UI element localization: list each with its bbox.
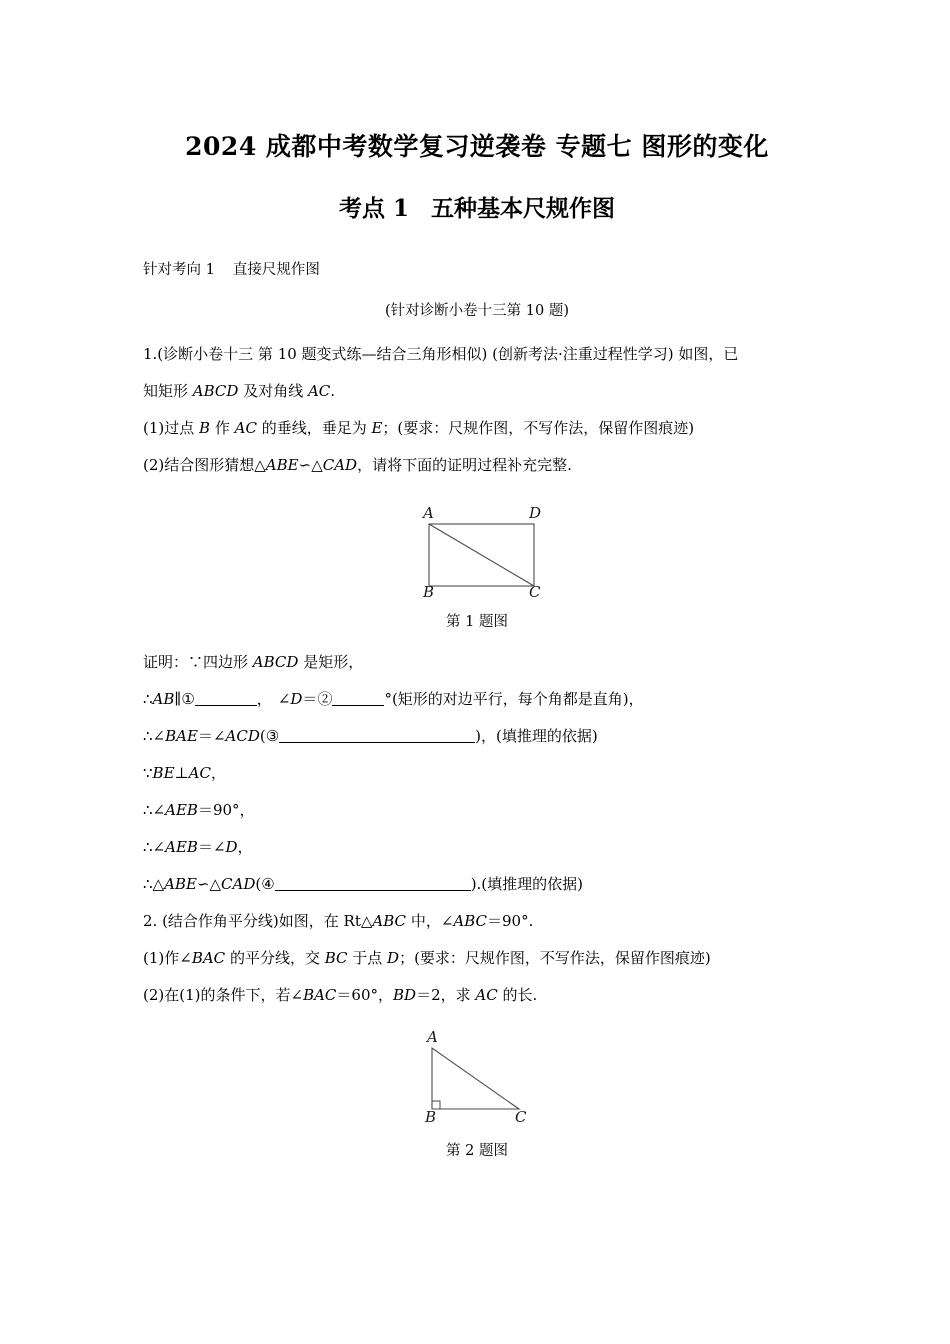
math-var: BC — [324, 949, 348, 968]
math-var: BAC — [191, 949, 226, 968]
equals-symbol: ＝∠ — [197, 727, 226, 746]
text-fragment: ， — [237, 838, 253, 857]
text-fragment: 2. (结合作角平分线)如图，在 Rt△ — [143, 912, 373, 931]
math-var: AC — [234, 418, 257, 437]
text-fragment: ＝2，求 — [416, 986, 476, 1005]
text-fragment: 是矩形， — [298, 653, 364, 672]
math-var: AC — [475, 986, 498, 1005]
figure-2 — [143, 1014, 811, 1160]
text-fragment: (2)结合图形猜想△ — [143, 455, 266, 474]
right-triangle-abc-diagram — [387, 1026, 567, 1131]
text-fragment: 的长. — [497, 986, 538, 1005]
vertex-label-a: A — [423, 503, 434, 522]
figure-2-caption: 第 2 题图 — [446, 1143, 508, 1160]
therefore-symbol: ∴∠ — [143, 801, 166, 820]
math-var: ABC — [372, 912, 407, 931]
figure-1 — [143, 484, 811, 631]
text-fragment: 于点 — [347, 949, 388, 968]
text-fragment: (1)过点 — [143, 418, 200, 437]
text-fragment: (矩形的对边平行，每个角都是直角)， — [391, 690, 644, 709]
blank-marker-1: ① — [181, 690, 195, 709]
text-fragment: ， — [256, 690, 272, 709]
rectangle-abcd-diagram — [387, 498, 567, 598]
vertex-label-b: B — [425, 1108, 437, 1127]
text-fragment: 的平分线，交 — [225, 949, 325, 968]
problem2-part2 — [143, 977, 811, 1014]
blank-marker-3: ③ — [265, 727, 280, 746]
text-fragment: 作 — [210, 418, 235, 437]
math-var: BE — [152, 764, 175, 783]
triangle-shape — [432, 1048, 519, 1109]
perpendicular-symbol: ⊥ — [174, 764, 189, 783]
text-fragment: 及对角线 — [238, 381, 308, 400]
math-var: BAE — [165, 727, 198, 746]
problem1-part2 — [143, 447, 811, 484]
math-var: ABCD — [252, 653, 299, 672]
text-fragment: 知矩形 — [143, 381, 193, 400]
answer-blank-4[interactable] — [275, 875, 471, 891]
subheading — [143, 224, 811, 280]
answer-blank-2[interactable] — [332, 690, 384, 706]
problem1-part1 — [143, 410, 811, 447]
figure-1-canvas — [143, 498, 811, 598]
text-fragment: ；(要求：尺规作图，不写作法，保留作图痕迹) — [382, 418, 695, 437]
document-content — [143, 0, 811, 1160]
math-var: ABC — [453, 912, 488, 931]
math-var: ABCD — [192, 381, 239, 400]
proof-line-5 — [143, 792, 811, 829]
similar-symbol: ∽ — [196, 875, 210, 894]
problem2-part1 — [143, 940, 811, 977]
figure-2-canvas — [143, 1026, 811, 1131]
proof-line-1 — [143, 631, 811, 681]
blank-marker-2: ② — [317, 690, 333, 709]
text-fragment: (1)作∠ — [143, 949, 192, 968]
angle-symbol: ∠ — [277, 690, 291, 709]
answer-blank-1[interactable] — [195, 690, 257, 706]
therefore-symbol: ∴∠ — [143, 838, 166, 857]
vertex-label-c: C — [529, 582, 541, 598]
math-var: ABE — [265, 455, 299, 474]
subheading-text: 直接尺规作图 — [232, 262, 320, 278]
math-var: D — [225, 838, 238, 857]
math-var: E — [371, 418, 383, 437]
vertex-label-b: B — [423, 582, 435, 598]
section-heading-number: 考点 1 — [338, 195, 409, 223]
because-symbol: ∵ — [143, 764, 153, 783]
blank-marker-4: ④ — [261, 875, 275, 894]
text-fragment: 中，∠ — [406, 912, 454, 931]
math-var: CAD — [322, 455, 358, 474]
similar-symbol: ∽ — [298, 455, 312, 474]
math-var: ABE — [164, 875, 197, 894]
diagonal-ac — [429, 524, 534, 586]
text-fragment: 证明：∵四边形 — [143, 653, 253, 672]
text-fragment: ；(要求：尺规作图，不写作法，保留作图痕迹) — [399, 949, 711, 968]
page-title: 2024 成都中考数学复习逆袭卷 专题七 图形的变化 — [185, 132, 769, 161]
therefore-symbol: ∴△ — [143, 875, 165, 894]
text-fragment: ).(填推理的依据) — [470, 875, 584, 894]
triangle-symbol: △ — [209, 875, 222, 894]
text-fragment: ＝90°. — [487, 912, 534, 931]
proof-line-6 — [143, 829, 811, 866]
section-heading-text: 五种基本尺规作图 — [431, 195, 615, 223]
text-fragment: ， — [210, 764, 226, 783]
text-fragment: ( — [259, 727, 266, 746]
proof-line-4 — [143, 755, 811, 792]
math-var: BAC — [303, 986, 337, 1005]
math-var: BD — [393, 986, 417, 1005]
proof-line-7 — [143, 866, 811, 903]
therefore-symbol: ∴ — [143, 690, 153, 709]
vertex-label-c: C — [515, 1108, 527, 1127]
text-fragment: (2)在(1)的条件下，若∠ — [143, 986, 304, 1005]
math-var: B — [199, 418, 211, 437]
degree-symbol: ° — [384, 690, 392, 709]
math-var: AB — [152, 690, 175, 709]
text-fragment: ＝60°， — [336, 986, 394, 1005]
section-heading — [143, 162, 811, 224]
text-fragment: 的垂线，垂足为 — [256, 418, 372, 437]
math-var: D — [290, 690, 303, 709]
equals-symbol: ＝ — [302, 690, 318, 709]
text-fragment: )，(填推理的依据) — [475, 727, 598, 746]
problem2-line1 — [143, 903, 811, 940]
math-var: CAD — [221, 875, 256, 894]
vertex-label-d: D — [529, 503, 542, 522]
math-var: ACD — [225, 727, 260, 746]
problem1-line1: 1.(诊断小卷十三 第 10 题变式练—结合三角形相似) (创新考法·注重过程性学习) 如图，已 — [143, 344, 739, 363]
text-fragment: ，请将下面的证明过程补充完整. — [357, 455, 572, 474]
text-fragment: ( — [255, 875, 262, 894]
proof-line-2 — [143, 681, 811, 718]
reference-note: (针对诊断小卷十三第 10 题) — [385, 302, 569, 319]
therefore-symbol: ∴∠ — [143, 727, 166, 746]
math-var: AC — [307, 381, 331, 400]
subheading-number: 针对考向 1 — [143, 262, 215, 278]
problem1-line2 — [143, 373, 811, 410]
figure-1-caption: 第 1 题图 — [446, 613, 508, 630]
math-var: AEB — [165, 838, 198, 857]
math-var: AC — [188, 764, 211, 783]
text-fragment: ＝90°， — [197, 801, 255, 820]
vertex-label-a: A — [427, 1028, 438, 1047]
parallel-symbol: ∥ — [174, 690, 182, 709]
triangle-symbol: △ — [311, 455, 323, 474]
proof-line-3 — [143, 718, 811, 755]
equals-symbol: ＝∠ — [197, 838, 226, 857]
text-fragment: . — [330, 381, 336, 400]
math-var: D — [387, 949, 400, 968]
answer-blank-3[interactable] — [279, 727, 475, 743]
math-var: AEB — [165, 801, 198, 820]
